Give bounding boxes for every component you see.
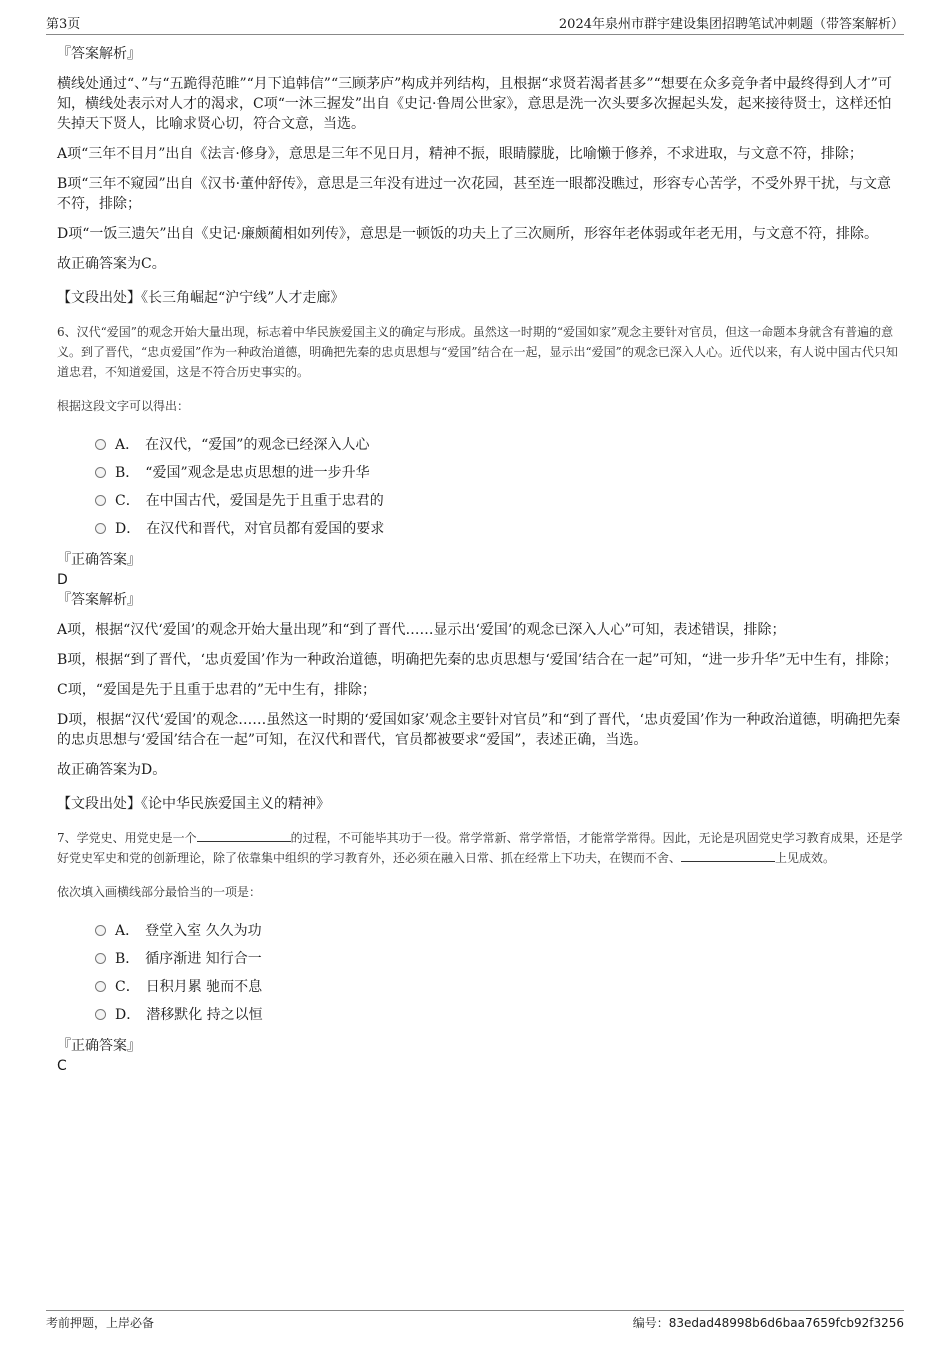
radio-button[interactable] [95,495,106,506]
q5-source: 【文段出处】《长三角崛起“沪宁线”人才走廊》 [57,290,345,306]
option-text: 在汉代和晋代，对官员都有爱国的要求 [146,521,385,537]
page-footer [46,1310,904,1331]
fill-blank-1 [197,829,291,842]
option-letter: B． [115,951,140,967]
main-content [57,44,904,1076]
option-text: 潜移默化 持之以恒 [146,1007,263,1023]
radio-button[interactable] [95,981,106,992]
q6-option-b[interactable] [95,458,904,486]
radio-button[interactable] [95,523,106,534]
option-letter: B． [115,465,140,481]
option-letter: C． [115,979,140,995]
radio-button[interactable] [95,439,106,450]
option-text: 在汉代，“爱国”的观念已经深入人心 [145,437,370,453]
q7-option-c[interactable] [95,972,904,1000]
radio-button[interactable] [95,1009,106,1020]
q6-option-c[interactable] [95,486,904,514]
q6-prompt: 根据这段文字可以得出： [57,399,190,413]
q7-option-a[interactable] [95,916,904,944]
page-number: 第3页 [46,17,81,32]
q5-analysis-d: D项“一饭三遗矢”出自《史记·廉颇蔺相如列传》，意思是一顿饭的功夫上了三次厕所，形容年老体弱或年老无用，与文意不符，排除。 [57,226,878,242]
q6-analysis-c: C项，“爱国是先于且重于忠君的”无中生有，排除； [57,682,377,698]
q7-options [95,916,904,1028]
q6-question-text: 6、汉代“爱国”的观念开始大量出现，标志着中华民族爱国主义的确定与形成。虽然这一时期的“爱国如家”观念主要针对官员，但这一命题本身就含有普遍的意义。到了晋代，“忠贞爱国”作为一种政治道德，明确把先秦的忠贞思想与“爱国”结合在一起，显示出“爱国”的观念已深入人心。近代以来，有人说中国古代只知道忠君，不知道爱国，这是不符合历史事实的。 [57,325,898,379]
q6-option-d[interactable] [95,514,904,542]
q7-answer-label: 『正确答案』 [57,1038,141,1054]
code-label: 编号： [632,1316,669,1330]
q7-prompt: 依次填入画横线部分最恰当的一项是： [57,885,262,899]
option-letter: C． [115,493,140,509]
q6-analysis-label: 『答案解析』 [57,592,141,608]
page-header [46,12,904,35]
radio-button[interactable] [95,467,106,478]
q6-analysis-b: B项，根据“到了晋代，‘忠贞爱国’作为一种政治道德，明确把先秦的忠贞思想与‘爱国’结合在一起”可知，“进一步升华”无中生有，排除； [57,652,898,668]
radio-button[interactable] [95,953,106,964]
fill-blank-2 [681,849,775,862]
option-text: 在中国古代，爱国是先于且重于忠君的 [145,493,384,509]
option-text: 日积月累 驰而不息 [145,979,263,995]
q6-option-a[interactable] [95,430,904,458]
q6-options [95,430,904,542]
q6-source: 【文段出处】《论中华民族爱国主义的精神》 [57,796,330,812]
q7-text-part3: 上见成效。 [775,851,836,865]
document-code [633,1314,904,1331]
option-text: 登堂入室 久久为功 [145,923,262,939]
q6-analysis-d: D项，根据“汉代‘爱国’的观念……虽然这一时期的‘爱国如家’观念主要针对官员”和“到了晋代，‘忠贞爱国’作为一种政治道德，明确把先秦的忠贞思想与‘爱国’结合在一起”可知，在汉代和晋代，官员都被要求“爱国”，表述正确，当选。 [57,712,901,748]
q7-question-text [57,828,904,868]
q5-analysis-b: B项“三年不窥园”出自《汉书·董仲舒传》，意思是三年没有进过一次花园，甚至连一眼都没瞧过，形容专心苦学，不受外界干扰，与文意不符，排除； [57,176,892,212]
code-value: 83edad48998b6d6baa7659fcb92f3256 [668,1316,904,1330]
q6-answer: D [57,572,68,588]
q6-analysis-a: A项，根据“汉代‘爱国’的观念开始大量出现”和“到了晋代……显示出‘爱国’的观念已深入人心”可知，表述错误，排除； [57,622,786,638]
q6-conclusion: 故正确答案为D。 [57,762,167,778]
footer-slogan: 考前押题，上岸必备 [46,1316,155,1330]
q5-analysis-label: 『答案解析』 [57,46,141,62]
q7-option-d[interactable] [95,1000,904,1028]
q7-option-b[interactable] [95,944,904,972]
q7-answer: C [57,1058,67,1074]
option-text: 循序渐进 知行合一 [145,951,262,967]
q5-analysis-a: A项“三年不目月”出自《法言·修身》，意思是三年不见日月，精神不振，眼睛朦胧，比喻懒于修养，不求进取，与文意不符，排除； [57,146,863,162]
option-letter: D． [115,521,141,537]
q7-text-part2: 的过程，不可能毕其功于一役。常学常新、常学常悟，才能常学常得。因此，无论是巩固党史学习教育成果，还是学好党史军史和党的创新理论，除了依靠集中组织的学习教育外，还必须在融入日常、抓在经常上下功夫，在锲而不舍、 [57,831,903,865]
q6-answer-label: 『正确答案』 [57,552,141,568]
q5-analysis-main: 横线处通过“、”与“五跪得范睢”“月下追韩信”“三顾茅庐”构成并列结构，且根据“求贤若渴者甚多”“想要在众多竞争者中最终得到人才”可知，横线处表示对人才的渴求，C项“一沐三握发”出自《史记·鲁周公世家》，意思是洗一次头要多次握起头发，起来接待贤士，这样还怕失掉天下贤人，比喻求贤心切，符合文意，当选。 [57,76,892,132]
q7-text-part1: 7、学党史、用党史是一个 [57,831,197,845]
option-letter: D． [115,1007,141,1023]
option-text: “爱国”观念是忠贞思想的进一步升华 [145,465,370,481]
q5-conclusion: 故正确答案为C。 [57,256,166,272]
document-title: 2024年泉州市群宇建设集团招聘笔试冲刺题（带答案解析） [558,17,904,32]
option-letter: A． [115,923,140,939]
radio-button[interactable] [95,925,106,936]
option-letter: A． [115,437,140,453]
